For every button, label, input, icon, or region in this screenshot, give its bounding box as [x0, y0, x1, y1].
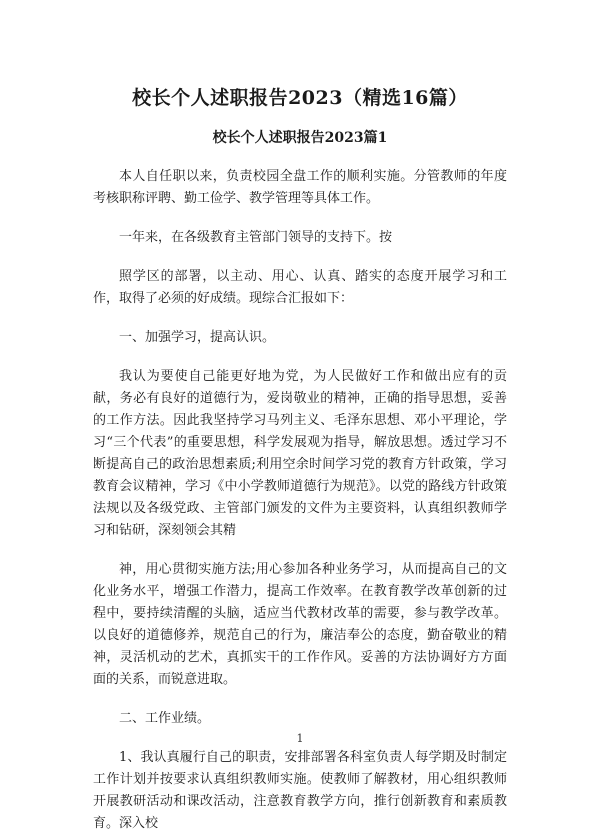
paragraph: 一年来，在各级教育主管部门领导的支持下。按: [119, 230, 393, 245]
section-title: 校长个人述职报告2023篇1: [212, 130, 388, 146]
paragraph: 神，用心贯彻实施方法;用心参加各种业务学习，从而提高自己的文化业务水平，增强工作潜力，提高工作效率。在教育教学改革创新的过程中，要持续清醒的头脑，适应当代教材改革的需要，参与教学改革。以良好的道德修养，规范自己的行为，廉洁奉公的态度，勤奋敬业的精神，灵活机动的艺术，真抓实干的工作作风。妥善的方法协调好方方面面的关系，而锐意进取。: [93, 562, 507, 687]
section-heading: 一、加强学习，提高认识。: [119, 330, 276, 345]
document-title: 校长个人述职报告2023（精选16篇）: [132, 87, 468, 109]
section-heading: 二、工作业绩。: [119, 711, 211, 726]
paragraph: 1、我认真履行自己的职责，安排部署各科室负责人每学期及时制定工作计划并按要求认真组织教师实施。使教师了解教材，用心组织教师开展教研活动和课改活动，注意教育教学方向，推行创新教育和素质教育。深入校: [93, 750, 507, 831]
paragraph: 本人自任职以来，负责校园全盘工作的顺利实施。分管教师的年度考核职称评聘、勤工俭学、教学管理等具体工作。: [93, 169, 507, 206]
page-number: 1: [296, 732, 304, 745]
paragraph: 照学区的部署，以主动、用心、认真、踏实的态度开展学习和工作，取得了必须的好成绩。现综合汇报如下：: [93, 269, 507, 306]
paragraph: 我认为要使自己能更好地为党，为人民做好工作和做出应有的贡献，务必有良好的道德行为，爱岗敬业的精神，正确的指导思想，妥善的工作方法。因此我坚持学习马列主义、毛泽东思想、邓小平理论，学习“三个代表”的重要思想，科学发展观为指导，解放思想。透过学习不断提高自己的政治思想素质;利用空余时间学习党的教育方针政策，学习教育会议精神，学习《中小学教师道德行为规范》。以党的路线方针政策法规以及各级党政、主管部门颁发的文件为主要资料，认真组织教师学习和钻研，深刻领会其精: [93, 369, 507, 538]
